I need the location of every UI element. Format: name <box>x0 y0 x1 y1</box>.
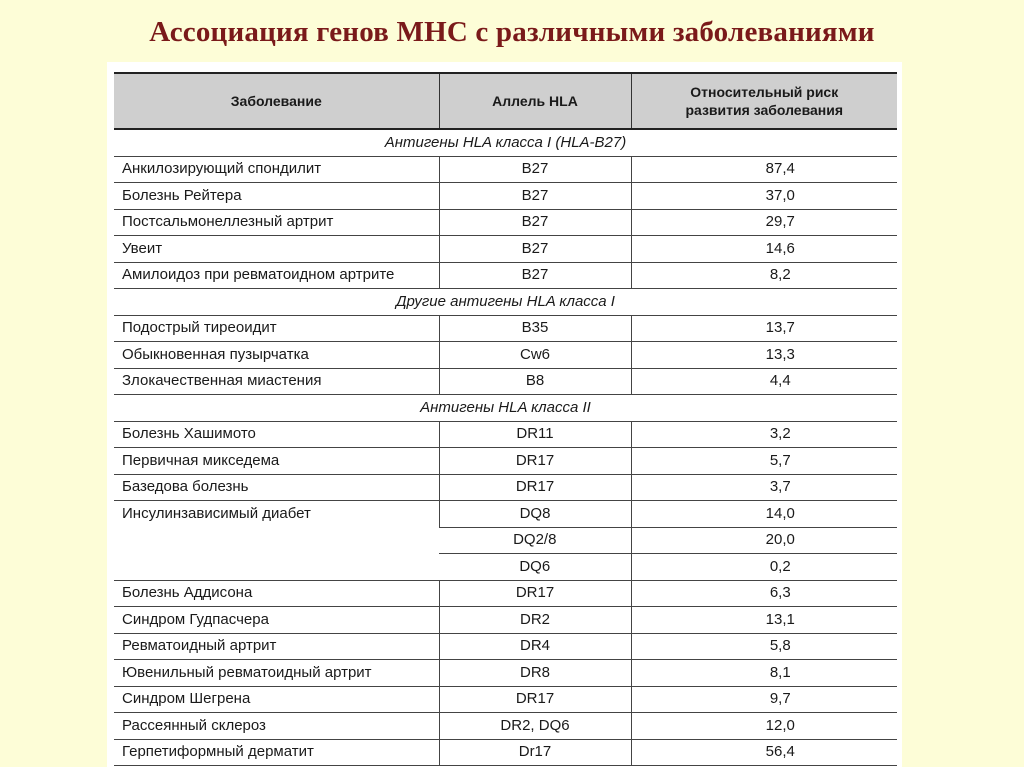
disease-cell: Герпетиформный дерматит <box>114 739 439 766</box>
disease-cell: Обыкновенная пузырчатка <box>114 342 439 369</box>
table-row <box>114 342 897 369</box>
disease-cell: Увеит <box>114 236 439 263</box>
risk-cell: 5,7 <box>631 448 897 475</box>
risk-cell: 3,2 <box>631 421 897 448</box>
allele-cell: DR8 <box>439 660 631 687</box>
table-row <box>114 156 897 183</box>
table-row <box>114 315 897 342</box>
section-row <box>114 395 897 422</box>
risk-cell: 87,4 <box>631 156 897 183</box>
header-risk-line1: Относительный риск <box>690 84 839 100</box>
allele-cell: DQ8 <box>439 501 631 528</box>
risk-cell: 4,4 <box>631 368 897 395</box>
allele-cell: DR17 <box>439 686 631 713</box>
risk-cell: 8,2 <box>631 262 897 289</box>
section-row <box>114 289 897 316</box>
allele-cell: Cw6 <box>439 342 631 369</box>
allele-cell: B27 <box>439 156 631 183</box>
table-row <box>114 713 897 740</box>
section-label: Другие антигены HLA класса I <box>114 289 897 316</box>
allele-cell: B27 <box>439 183 631 210</box>
table-row <box>114 448 897 475</box>
table-row <box>114 236 897 263</box>
risk-cell: 8,1 <box>631 660 897 687</box>
disease-cell: Ревматоидный артрит <box>114 633 439 660</box>
disease-cell: Первичная микседема <box>114 448 439 475</box>
table-body <box>114 129 897 766</box>
allele-cell: B35 <box>439 315 631 342</box>
disease-cell: Рассеянный склероз <box>114 713 439 740</box>
table-row <box>114 501 897 528</box>
table-row <box>114 368 897 395</box>
risk-cell: 13,7 <box>631 315 897 342</box>
disease-cell: Болезнь Хашимото <box>114 421 439 448</box>
disease-cell: Подострый тиреоидит <box>114 315 439 342</box>
risk-cell: 13,3 <box>631 342 897 369</box>
allele-cell: DR2, DQ6 <box>439 713 631 740</box>
disease-cell: Синдром Шегрена <box>114 686 439 713</box>
allele-cell: DQ2/8 <box>439 527 631 554</box>
disease-cell: Злокачественная миастения <box>114 368 439 395</box>
section-label: Антигены HLA класса I (HLA-B27) <box>114 129 897 156</box>
table-header-row <box>114 73 897 129</box>
association-table <box>114 72 897 766</box>
allele-cell: DR17 <box>439 580 631 607</box>
risk-cell: 12,0 <box>631 713 897 740</box>
table-row <box>114 660 897 687</box>
allele-cell: DR4 <box>439 633 631 660</box>
disease-cell: Базедова болезнь <box>114 474 439 501</box>
risk-cell: 3,7 <box>631 474 897 501</box>
disease-cell: Амилоидоз при ревматоидном артрите <box>114 262 439 289</box>
table-row <box>114 607 897 634</box>
disease-cell: Анкилозирующий спондилит <box>114 156 439 183</box>
table-row <box>114 474 897 501</box>
risk-cell: 20,0 <box>631 527 897 554</box>
risk-cell: 6,3 <box>631 580 897 607</box>
disease-cell: Ювенильный ревматоидный артрит <box>114 660 439 687</box>
allele-cell: B27 <box>439 236 631 263</box>
table-row <box>114 580 897 607</box>
header-disease: Заболевание <box>114 73 439 129</box>
risk-cell: 13,1 <box>631 607 897 634</box>
allele-cell: DR11 <box>439 421 631 448</box>
allele-cell: B27 <box>439 209 631 236</box>
section-row <box>114 129 897 156</box>
disease-cell: Постсальмонеллезный артрит <box>114 209 439 236</box>
allele-cell: B27 <box>439 262 631 289</box>
risk-cell: 29,7 <box>631 209 897 236</box>
header-risk-line2: развития заболевания <box>685 102 844 118</box>
section-label: Антигены HLA класса II <box>114 395 897 422</box>
table-row <box>114 209 897 236</box>
risk-cell: 14,0 <box>631 501 897 528</box>
allele-cell: B8 <box>439 368 631 395</box>
disease-cell: Инсулинзависимый диабет <box>114 501 439 581</box>
disease-cell: Болезнь Аддисона <box>114 580 439 607</box>
header-allele: Аллель HLA <box>439 73 631 129</box>
page-title: Ассоциация генов МНС с различными заболеваниями <box>149 16 875 48</box>
table-row <box>114 421 897 448</box>
table-row <box>114 633 897 660</box>
table-row <box>114 183 897 210</box>
risk-cell: 56,4 <box>631 739 897 766</box>
allele-cell: DR17 <box>439 474 631 501</box>
table-row <box>114 686 897 713</box>
allele-cell: Dr17 <box>439 739 631 766</box>
allele-cell: DR2 <box>439 607 631 634</box>
risk-cell: 37,0 <box>631 183 897 210</box>
risk-cell: 9,7 <box>631 686 897 713</box>
disease-cell: Синдром Гудпасчера <box>114 607 439 634</box>
allele-cell: DR17 <box>439 448 631 475</box>
table-row <box>114 262 897 289</box>
risk-cell: 14,6 <box>631 236 897 263</box>
table-scan <box>107 62 902 767</box>
risk-cell: 0,2 <box>631 554 897 581</box>
header-risk <box>631 73 897 129</box>
risk-cell: 5,8 <box>631 633 897 660</box>
table-row <box>114 739 897 766</box>
disease-cell: Болезнь Рейтера <box>114 183 439 210</box>
allele-cell: DQ6 <box>439 554 631 581</box>
